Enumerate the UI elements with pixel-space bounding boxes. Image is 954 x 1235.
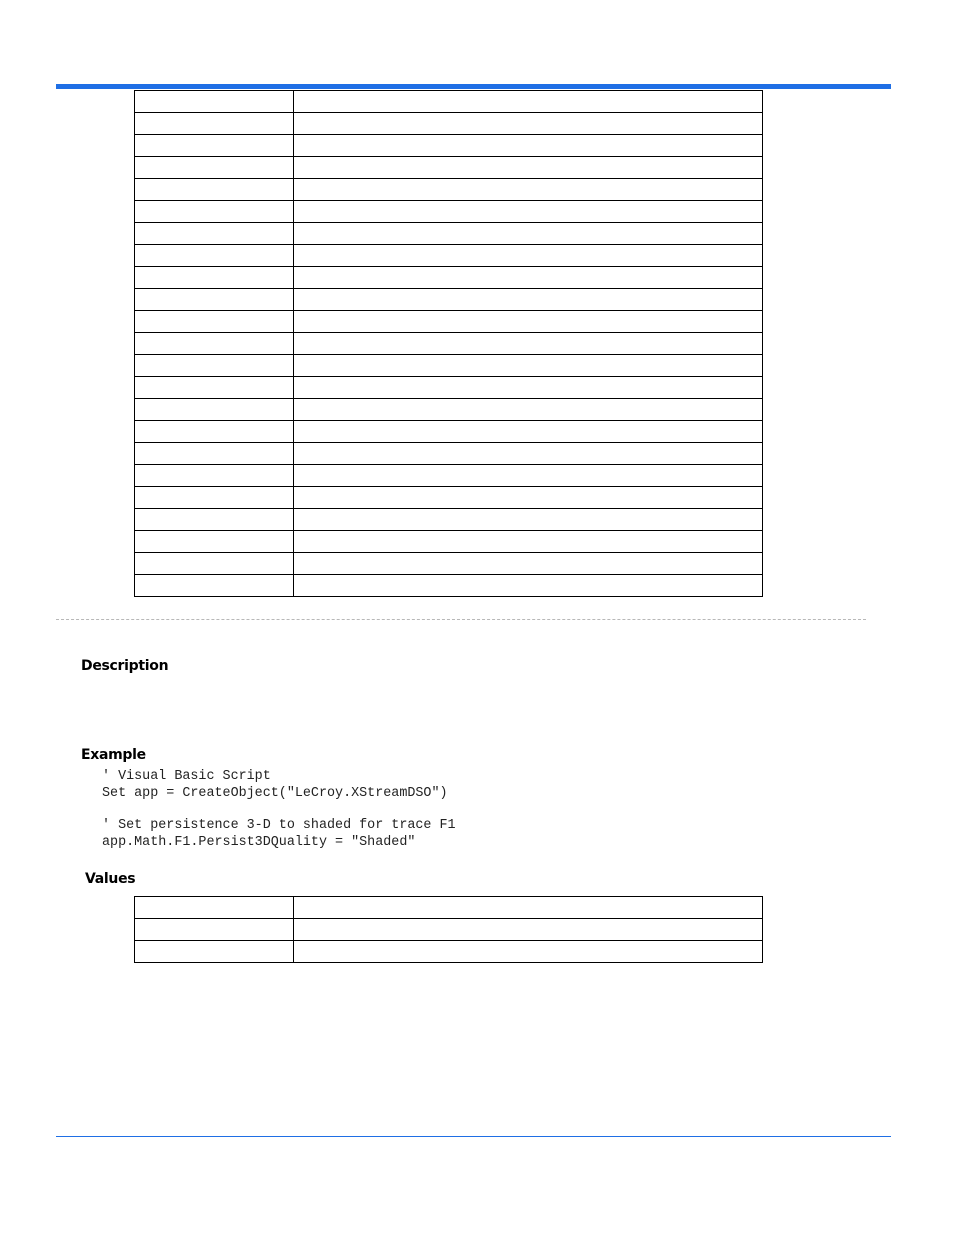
table-cell [294,355,763,377]
table-cell [135,553,294,575]
table-cell [135,179,294,201]
footer-rule [56,1136,891,1137]
table-cell [135,91,294,113]
table-cell [294,223,763,245]
table-row [135,897,763,919]
table-cell [135,135,294,157]
table-cell [294,919,763,941]
table-cell [135,223,294,245]
table-row [135,421,763,443]
section-divider [56,619,866,620]
table-row [135,201,763,223]
table-cell [135,333,294,355]
table-cell [135,531,294,553]
table-cell [135,201,294,223]
table-row [135,399,763,421]
table-row [135,443,763,465]
table-cell [135,113,294,135]
table-cell [135,289,294,311]
table-row [135,553,763,575]
table-row [135,531,763,553]
table-row [135,575,763,597]
table-cell [135,487,294,509]
table-cell [294,575,763,597]
values-table [134,896,763,963]
table-row [135,157,763,179]
table-cell [294,487,763,509]
table-cell [135,443,294,465]
code-line: Set app = CreateObject("LeCroy.XStreamDSO") [102,786,448,801]
table-cell [294,179,763,201]
table-cell [135,509,294,531]
table-row [135,465,763,487]
values-heading: Values [85,871,136,887]
table-cell [135,377,294,399]
table-cell [294,333,763,355]
table-cell [294,399,763,421]
table-row [135,311,763,333]
table-cell [135,157,294,179]
description-heading: Description [81,658,169,674]
table-row [135,487,763,509]
table-row [135,267,763,289]
table-cell [294,157,763,179]
table-cell [294,897,763,919]
table-row [135,135,763,157]
table-cell [135,575,294,597]
table-cell [294,465,763,487]
table-row [135,113,763,135]
example-heading: Example [81,747,146,763]
table-row [135,919,763,941]
table-cell [294,91,763,113]
table-row [135,377,763,399]
table-cell [294,421,763,443]
table-row [135,941,763,963]
table-cell [294,289,763,311]
table-cell [294,135,763,157]
code-line: ' Set persistence 3-D to shaded for trace F1 [102,818,456,833]
table-cell [135,941,294,963]
table-cell [135,311,294,333]
table-cell [135,421,294,443]
table-row [135,333,763,355]
table-cell [135,399,294,421]
header-accent-bar [56,84,891,89]
table-row [135,91,763,113]
table-cell [294,941,763,963]
table-row [135,509,763,531]
table-row [135,245,763,267]
table-cell [135,267,294,289]
table-cell [294,509,763,531]
table-cell [294,377,763,399]
table-cell [294,443,763,465]
table-cell [294,267,763,289]
table-cell [294,553,763,575]
table-cell [135,897,294,919]
table-cell [135,245,294,267]
table-row [135,179,763,201]
code-line: ' Visual Basic Script [102,769,271,784]
table-cell [294,201,763,223]
code-line: app.Math.F1.Persist3DQuality = "Shaded" [102,835,416,850]
table-cell [135,465,294,487]
table-cell [294,113,763,135]
property-table [134,90,763,597]
table-cell [135,355,294,377]
table-row [135,289,763,311]
table-cell [294,531,763,553]
table-cell [135,919,294,941]
table-row [135,223,763,245]
table-row [135,355,763,377]
table-cell [294,311,763,333]
table-cell [294,245,763,267]
